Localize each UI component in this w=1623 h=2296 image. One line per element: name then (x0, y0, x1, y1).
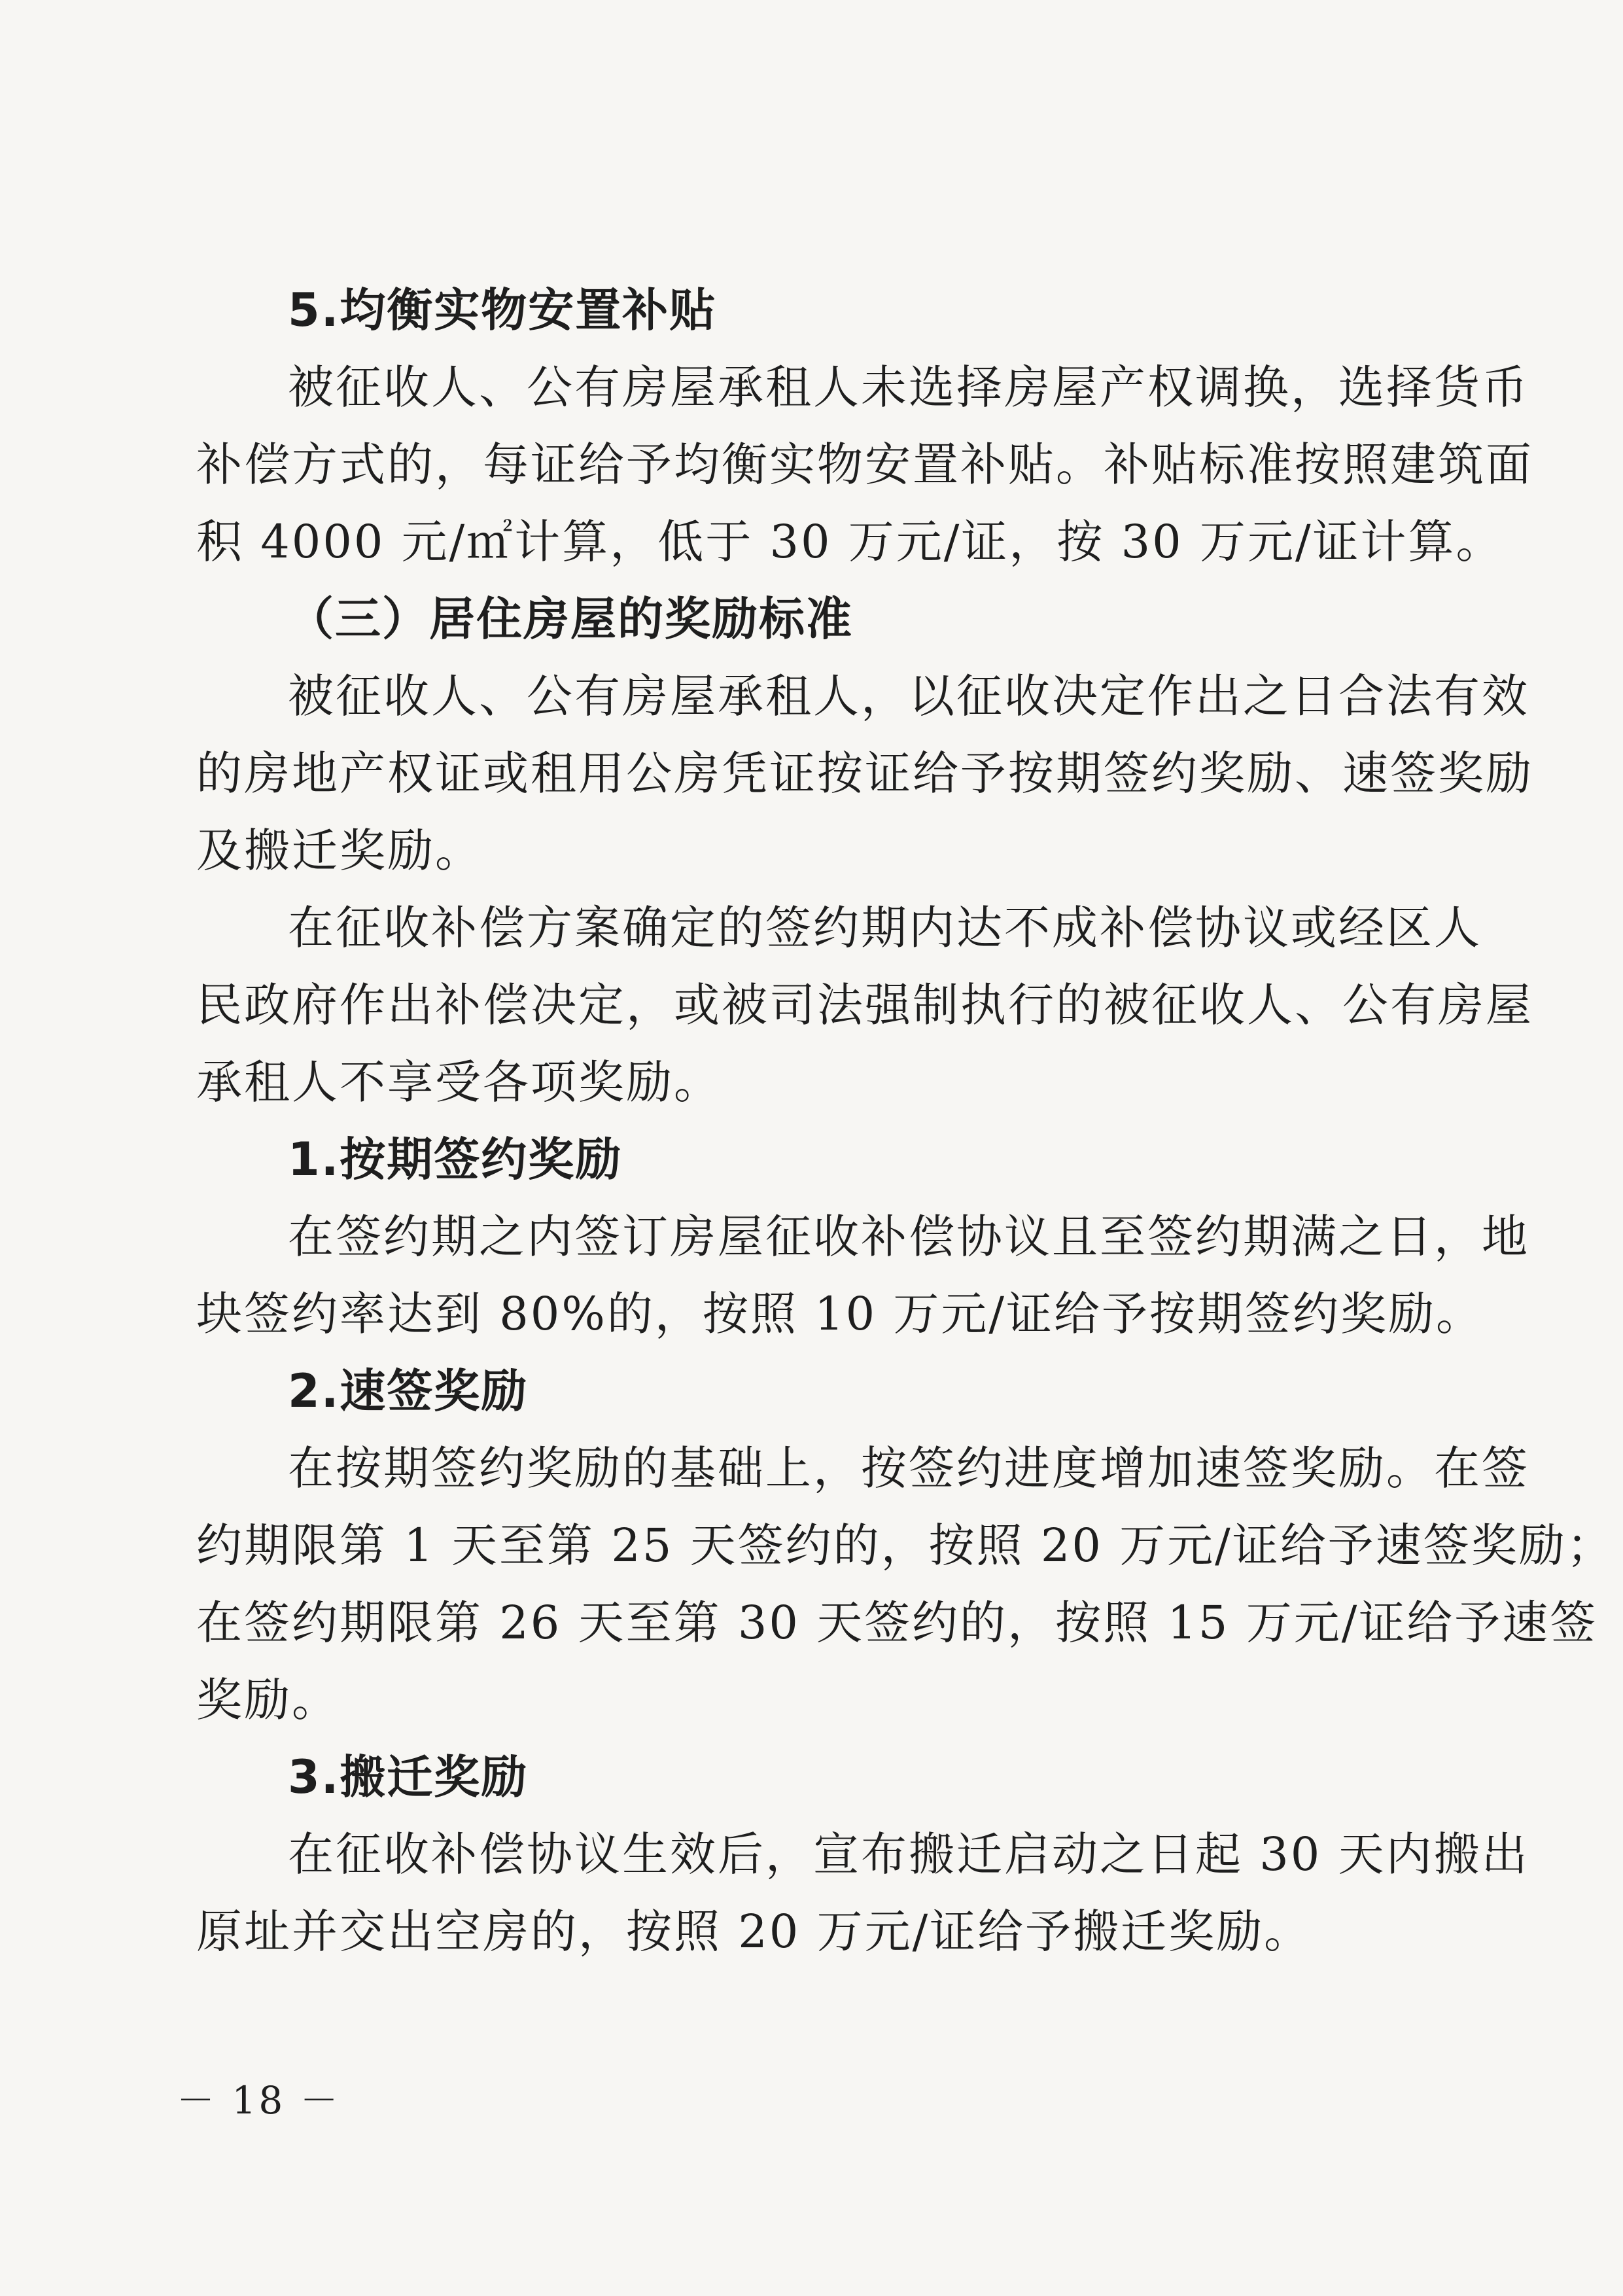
paragraph-line: 补偿方式的，每证给予均衡实物安置补贴。补贴标准按照建筑面 (196, 438, 1533, 491)
paragraph-line: 在签约期之内签订房屋征收补偿协议且至签约期满之日，地 (288, 1210, 1529, 1263)
paragraph-line: 在签约期限第 26 天至第 30 天签约的，按照 15 万元/证给予速签 (196, 1596, 1598, 1650)
section-heading-3-relocation: 3.搬迁奖励 (288, 1750, 529, 1804)
section-heading-1: 1.按期签约奖励 (288, 1133, 623, 1186)
paragraph-line: 及搬迁奖励。 (196, 824, 483, 877)
section-heading-3: （三）居住房屋的奖励标准 (288, 592, 853, 646)
paragraph-line: 在征收补偿方案确定的签约期内达不成补偿协议或经区人 (288, 901, 1482, 955)
document-body (196, 272, 1614, 1970)
paragraph-line: 被征收人、公有房屋承租人，以征收决定作出之日合法有效 (288, 669, 1529, 723)
paragraph-line: 被征收人、公有房屋承租人未选择房屋产权调换，选择货币 (288, 361, 1529, 414)
section-heading-2: 2.速签奖励 (288, 1364, 529, 1418)
paragraph-line: 民政府作出补偿决定，或被司法强制执行的被征收人、公有房屋 (196, 978, 1533, 1032)
paragraph-line: 积 4000 元/㎡计算，低于 30 万元/证，按 30 万元/证计算。 (196, 515, 1504, 569)
paragraph-line: 约期限第 1 天至第 25 天签约的，按照 20 万元/证给予速签奖励； (196, 1519, 1614, 1572)
paragraph-line: 奖励。 (196, 1673, 340, 1727)
paragraph-line: 的房地产权证或租用公房凭证按证给予按期签约奖励、速签奖励 (196, 747, 1533, 800)
page-number: － 18 － (177, 2078, 341, 2123)
paragraph-line: 原址并交出空房的，按照 20 万元/证给予搬迁奖励。 (196, 1905, 1312, 1958)
paragraph-line: 在征收补偿协议生效后，宣布搬迁启动之日起 30 天内搬出 (288, 1828, 1529, 1881)
paragraph-line: 承租人不享受各项奖励。 (196, 1055, 722, 1109)
paragraph-line: 块签约率达到 80%的，按照 10 万元/证给予按期签约奖励。 (196, 1287, 1484, 1341)
paragraph-line: 在按期签约奖励的基础上，按签约进度增加速签奖励。在签 (288, 1441, 1529, 1495)
section-heading-5: 5.均衡实物安置补贴 (288, 283, 717, 337)
